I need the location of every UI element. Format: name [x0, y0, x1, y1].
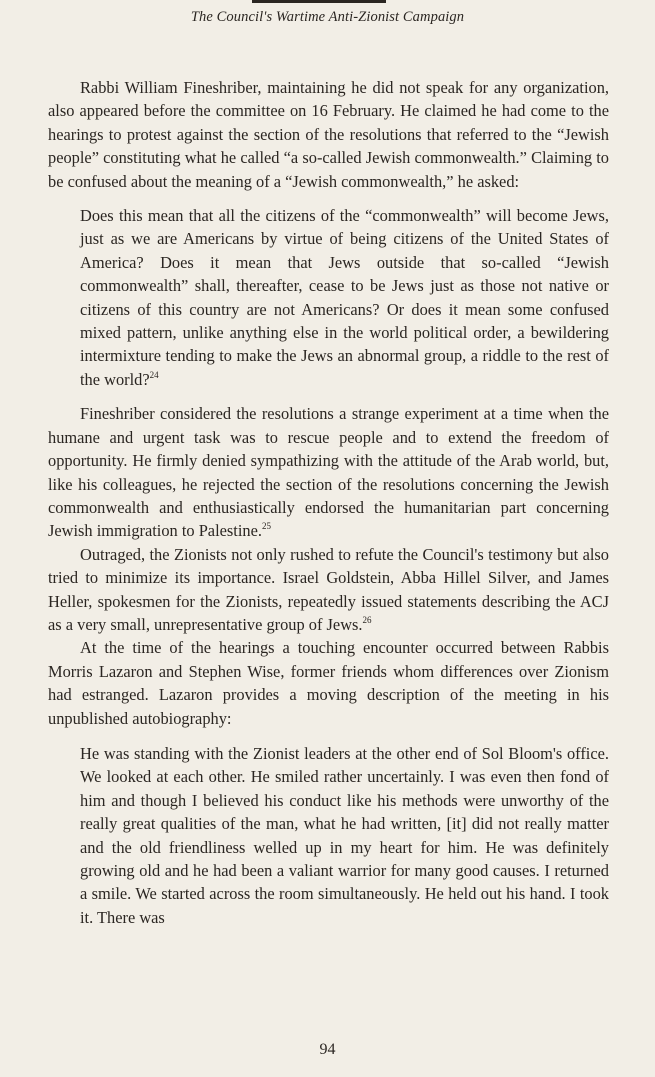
paragraph-3 — [48, 543, 609, 637]
footnote-ref-24: 24 — [149, 369, 159, 380]
paragraph-1 — [48, 76, 609, 193]
block-quote-2-text: He was standing with the Zionist leaders at the other end of Sol Bloom's office. We looked at each other. He smiled rather uncertainly. I was even then fond of him and though I believed his conduct like his methods were unworthy of the really great qualities of the man, what he had written, [it] did not really matter and the old friendliness welled up in my heart for him. He was definitely growing old and he had been a valiant warrior for many good causes. I returned a smile. We started across the room simultaneously. He held out his hand. I took it. There was — [80, 743, 609, 927]
footnote-ref-26: 26 — [362, 614, 372, 625]
body-text — [48, 76, 609, 929]
paragraph-3-text: Outraged, the Zionists not only rushed to refute the Council's testimony but also tried to minimize its importance. Israel Goldstein, Abba Hillel Silver, and James Heller, spokesmen for the Zionists, repeatedly issued statements describing the ACJ as a very small, unrepresentative group of Jews. — [48, 544, 609, 634]
paragraph-2-text: Fineshriber considered the resolutions a strange experiment at a time when the humane and urgent task was to rescue people and to extend the freedom of opportunity. He firmly denied sympathizing with the attitude of the Arab world, but, like his colleagues, he rejected the section of the resolutions concerning the Jewish commonwealth and enthusiastically endorsed the humanitarian part concerning Jewish immigration to Palestine. — [48, 404, 609, 541]
paragraph-4 — [48, 636, 609, 730]
page-number: 94 — [319, 1041, 336, 1058]
running-head: The Council's Wartime Anti-Zionist Campaign — [190, 9, 465, 25]
top-rule — [252, 0, 386, 3]
block-quote-2 — [80, 742, 609, 929]
block-quote-1-text: Does this mean that all the citizens of the “commonwealth” will become Jews, just as we are Americans by virtue of being citizens of the United States of America? Does it mean that Jews outside that so-called “Jewish commonwealth” shall, thereafter, cease to be Jews just as those not native or citizens of this country are not Americans? Or does it mean some confused mixed pattern, unlike anything else in the world political order, a bewildering intermixture tending to make the Jews an abnormal group, a riddle to the rest of the world? — [80, 206, 609, 389]
paragraph-4-text: At the time of the hearings a touching encounter occurred between Rabbis Morris Lazaron and Stephen Wise, former friends whom differences over Zionism had estranged. Lazaron provides a moving description of the meeting in his unpublished autobiography: — [48, 638, 609, 728]
footnote-ref-25: 25 — [261, 521, 271, 532]
paragraph-2 — [48, 402, 609, 542]
paragraph-1-text: Rabbi William Fineshriber, maintaining he did not speak for any organization, also appeared before the committee on 16 February. He claimed he had come to the hearings to protest against the section of the resolutions that referred to the “Jewish people” constituting what he called “a so-called Jewish commonwealth.” Claiming to be confused about the meaning of a “Jewish commonwealth,” he asked: — [48, 78, 609, 191]
block-quote-1 — [80, 204, 609, 391]
